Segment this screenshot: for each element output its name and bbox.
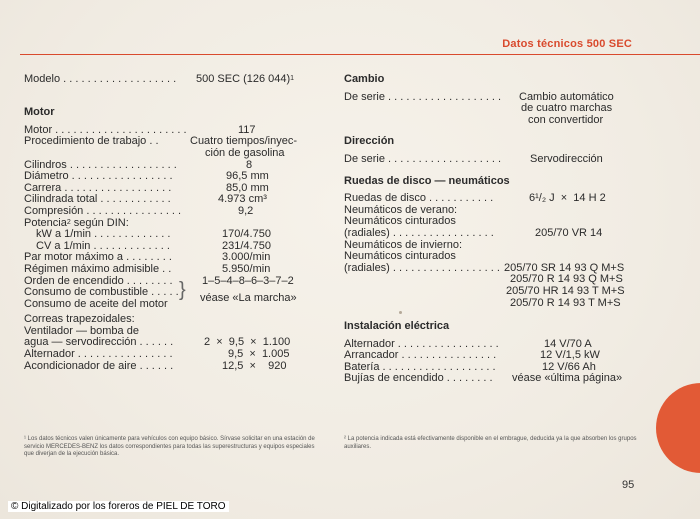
spec-row-radiales-2: (radiales) . . . . . . . . . . . . . . . . . . 205/70 SR 14 93 Q M+S xyxy=(344,261,625,274)
spec-row-orden: Orden de encendido . . . . . . . . 1–5–4–8–6–3–7–2 xyxy=(24,274,294,287)
spec-row-compresion: Compresión . . . . . . . . . . . . . . . . 9,2 xyxy=(24,204,254,217)
spec-row-direccion: De serie . . . . . . . . . . . . . . . . . . . Servodirección xyxy=(344,152,603,165)
footnote-2: ² La potencia indicada está efectivamente disponible en el embrague, deducida ya la que absorben los grupos auxiliares. xyxy=(344,436,637,450)
spec-row-alternador: Alternador . . . . . . . . . . . . . . . . 9,5 × 1.005 xyxy=(24,348,290,361)
spec-row-verano: Neumáticos de verano: xyxy=(344,203,458,216)
spec-row-alternador-elec: Alternador . . . . . . . . . . . . . . . . . 14 V/70 A xyxy=(344,337,592,350)
spec-row-procedimiento: Procedimiento de trabajo . . Cuatro tiempos/inyec- xyxy=(24,135,297,148)
spec-row-carrera: Carrera . . . . . . . . . . . . . . . . . . 85,0 mm xyxy=(24,181,269,194)
page-number: 95 xyxy=(622,479,635,491)
spec-row-par: Par motor máximo a . . . . . . . . 3.000/min xyxy=(24,251,271,264)
spec-row-tyre-2: 205/70 R 14 93 Q M+S xyxy=(510,273,623,286)
spec-row-ruedas: Ruedas de disco . . . . . . . . . . . 6¹/₂ J × 14 H 2 xyxy=(344,192,606,205)
section-title-cambio: Cambio xyxy=(344,73,385,85)
spec-row-cambio-2: de cuatro marchas xyxy=(521,102,613,115)
spec-row-cambio-3: con convertidor xyxy=(528,113,604,126)
right-column xyxy=(344,74,644,385)
spec-row-cinturados-2: Neumáticos cinturados xyxy=(344,250,456,263)
spec-row-agua: agua — servodirección . . . . . . 2 × 9,5 × 1.100 xyxy=(24,336,291,349)
spec-row-bujias: Bujías de encendido . . . . . . . . véase «última página» xyxy=(344,372,623,385)
spec-row-procedimiento-cont: ción de gasolina xyxy=(205,146,285,159)
spec-row-invierno: Neumáticos de invierno: xyxy=(344,238,463,251)
spec-row-correas: Correas trapezoidales: xyxy=(24,313,135,326)
spec-row-cilindros: Cilindros . . . . . . . . . . . . . . . . . . 8 xyxy=(24,158,253,171)
spec-row-cambio: De serie . . . . . . . . . . . . . . . . . . . Cambio automático xyxy=(344,90,614,103)
spec-row-consumo-aceite: Consumo de aceite del motor } véase «La marcha» xyxy=(24,278,297,310)
left-column xyxy=(24,74,320,372)
header-rule xyxy=(20,54,700,55)
section-title-direccion: Dirección xyxy=(344,135,395,148)
spec-row-tyre-3: 205/70 HR 14 93 T M+S xyxy=(506,284,625,297)
spec-row-cilindrada: Cilindrada total . . . . . . . . . . . . 4.973 cm³ xyxy=(24,193,267,206)
spec-row-regimen: Régimen máximo admisible . . 5.950/min xyxy=(24,262,271,275)
section-title-ruedas: Ruedas de disco — neumáticos xyxy=(344,174,510,187)
spec-row-motor: Motor . . . . . . . . . . . . . . . . . . . . . . 117 xyxy=(24,123,256,136)
spec-row-diametro: Diámetro . . . . . . . . . . . . . . . . . 96,5 mm xyxy=(24,170,269,183)
section-title-motor: Motor xyxy=(24,106,55,119)
spec-row-modelo: Modelo . . . . . . . . . . . . . . . . . . . 500 SEC (126 044)$^1$ xyxy=(24,73,295,85)
spec-row-cv: CV a 1/min . . . . . . . . . . . . . 231/4.750 xyxy=(36,239,271,252)
spec-row-bateria: Batería . . . . . . . . . . . . . . . . . . . 12 V/66 Ah xyxy=(344,360,596,373)
spec-row-arrancador: Arrancador . . . . . . . . . . . . . . . . 12 V/1,5 kW xyxy=(344,349,600,362)
spec-row-potencia: Potencia$^2$ según DIN: xyxy=(24,216,129,229)
spec-row-consumo: Consumo de combustible . . . . . xyxy=(24,286,179,299)
spec-row-ventilador: Ventilador — bomba de xyxy=(24,324,139,337)
spec-row-acondicionador: Acondicionador de aire . . . . . . 12,5 × 920 xyxy=(24,359,287,372)
spec-row-cinturados-1: Neumáticos cinturados xyxy=(344,215,456,228)
spec-row-kw: kW a 1/min . . . . . . . . . . . . . 170/4.750 xyxy=(36,228,271,241)
spec-row-tyre-4: 205/70 R 14 93 T M+S xyxy=(510,296,621,309)
spec-row-radiales-1: (radiales) . . . . . . . . . . . . . . . . . 205/70 VR 14 xyxy=(344,226,603,239)
copyright-notice: © Digitalizado por los foreros de PIEL DE TORO xyxy=(8,501,229,512)
footnote-1: ¹ Los datos técnicos valen únicamente para vehículos con equipo básico. Sírvase solicitar en una estación de servicio MERCEDES-BENZ los datos correspondientes para todas las superestructuras y equipos especiales que diverjan de la ejecución básica. xyxy=(24,436,315,458)
section-title-electrica: Instalación eléctrica xyxy=(344,320,450,333)
page-header-title: Datos técnicos 500 SEC xyxy=(502,38,632,50)
print-speck xyxy=(399,311,402,314)
spec-value: 500 SEC (126 044)$^1$ xyxy=(196,73,295,85)
brace-icon: } xyxy=(179,278,186,301)
